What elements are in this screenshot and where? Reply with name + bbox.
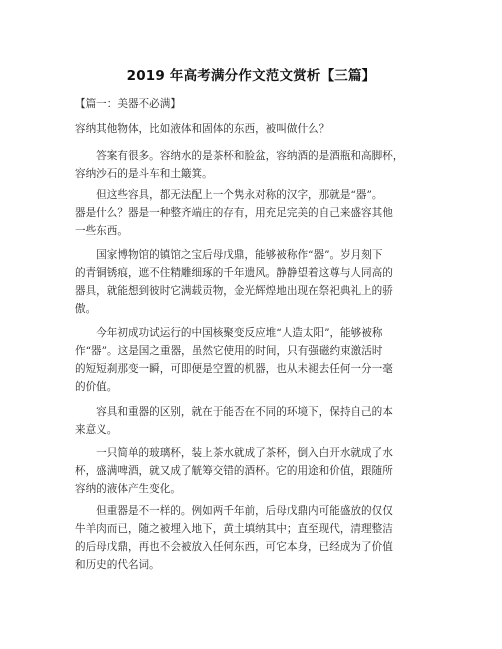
paragraph-2 [75, 147, 435, 183]
section-heading: 【篇一：美器不必满】 [75, 98, 181, 110]
text-line: 一只简单的玻璃杯，装上茶水就成了茶杯，倒入白开水就成了水 [75, 447, 393, 459]
text-line: 容纳沙石的是斗车和土簸箕。 [75, 168, 213, 180]
text-line: 容纳其他物体，比如液体和固体的东西，被叫做什么？ [75, 123, 330, 135]
text-line: 但重器是不一样的。例如两千年前，后母戊鼎内可能盛放的仅仅 [75, 505, 393, 517]
text-line: 傲。 [75, 303, 97, 315]
text-line: 但这些容具，都无法配上一个隽永对称的汉字，那就是“器”。 [75, 189, 383, 201]
paragraph-7 [75, 444, 435, 498]
text-line: 容具和重器的区别，就在于能否在不同的环境下，保持自己的本 [75, 406, 393, 418]
text-line: 一些东西。 [75, 225, 128, 237]
paragraph-3 [75, 186, 435, 240]
text-line: 器是什么？器是一种整齐端庄的存有，用充足完美的自己来盛容其他 [75, 207, 393, 219]
text-line: 来意义。 [75, 424, 118, 436]
paragraph-1 [75, 120, 435, 138]
text-line: 的价值。 [75, 381, 118, 393]
text-line: 和历史的代名词。 [75, 559, 160, 571]
text-line: 的短短刹那变一瞬，可即便是空置的机器，也从未褪去任何一分一毫 [75, 363, 393, 375]
text-line: 今年初成功试运行的中国核聚变反应堆“人造太阳”，能够被称 [75, 327, 383, 339]
text-line: 作“器”。这是国之重器，虽然它使用的时间，只有强磁约束激活时 [75, 345, 383, 357]
text-line: 杯，盛满啤酒，就又成了觥筹交错的酒杯。它的用途和价值，跟随所 [75, 465, 393, 477]
paragraph-5 [75, 324, 435, 396]
paragraph-6 [75, 403, 435, 439]
paragraph-4 [75, 246, 435, 318]
text-line: 的后母戊鼎，再也不会被放入任何东西，可它本身，已经成为了价值 [75, 541, 393, 553]
text-line: 容纳的液体产生变化。 [75, 483, 181, 495]
text-line: 器具，就能想到彼时它满载贡物，金光辉煌地出现在祭祀典礼上的骄 [75, 285, 393, 297]
paragraph-8 [75, 502, 435, 574]
text-line: 牛羊肉而已，随之被埋入地下，黄土填纳其中；直至现代，清理整洁 [75, 523, 393, 535]
text-line: 国家博物馆的镇馆之宝后母戊鼎，能够被称作“器”。岁月刻下 [75, 249, 383, 261]
text-line: 答案有很多。容纳水的是茶杯和脸盆，容纳酒的是酒瓶和高脚杯， [75, 150, 404, 162]
document-title: 2019 年高考满分作文范文赏析【三篇】 [126, 68, 376, 84]
text-line: 的青铜锈痕，遮不住精雕细琢的千年遗风。静静望着这尊与人同高的 [75, 267, 393, 279]
